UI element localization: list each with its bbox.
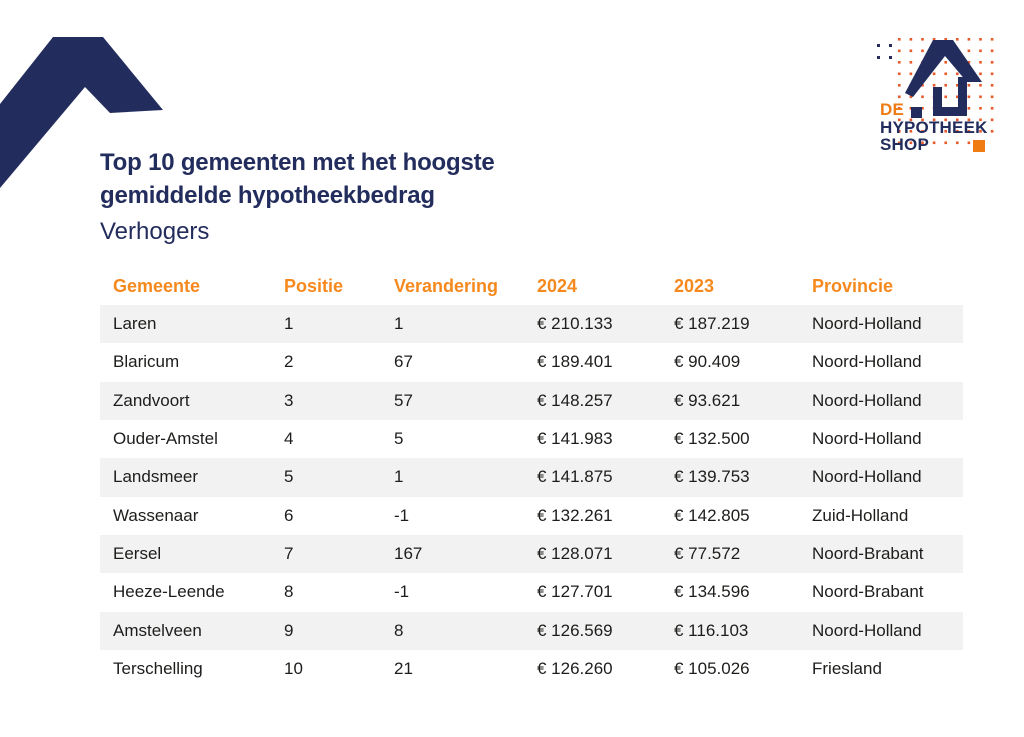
cell-positie: 2 (284, 352, 294, 372)
cell-2024: € 141.875 (537, 467, 613, 487)
table-row (100, 535, 963, 573)
cell-2023: € 134.596 (674, 582, 750, 602)
cell-provincie: Noord-Holland (812, 352, 922, 372)
cell-gemeente: Amstelveen (113, 620, 202, 640)
cell-positie: 3 (284, 390, 294, 410)
logo-wordmark (880, 101, 988, 154)
cell-positie: 1 (284, 314, 294, 334)
cell-provincie: Zuid-Holland (812, 505, 909, 525)
cell-2024: € 126.569 (537, 620, 613, 640)
cell-gemeente: Eersel (113, 544, 162, 564)
cell-gemeente: Landsmeer (113, 467, 199, 487)
page-title (100, 146, 495, 212)
table-header-row (100, 268, 963, 305)
cell-positie: 8 (284, 582, 294, 602)
table-row (100, 612, 963, 650)
column-header-2024: 2024 (537, 276, 578, 296)
page-title-line1: Top 10 gemeenten met het hoogste (100, 149, 495, 176)
table-row (100, 650, 963, 688)
cell-gemeente: Laren (113, 314, 157, 334)
cell-positie: 5 (284, 467, 294, 487)
cell-gemeente: Zandvoort (113, 390, 190, 410)
cell-provincie: Noord-Brabant (812, 582, 924, 602)
page-subtitle: Verhogers (100, 218, 210, 245)
cell-gemeente: Wassenaar (113, 505, 199, 525)
cell-verandering: -1 (394, 505, 410, 525)
cell-positie: 6 (284, 505, 294, 525)
cell-provincie: Noord-Brabant (812, 544, 924, 564)
cell-gemeente: Ouder-Amstel (113, 429, 218, 449)
column-header-gemeente: Gemeente (113, 276, 201, 296)
cell-provincie: Noord-Holland (812, 620, 922, 640)
navy-dots-pattern (877, 44, 892, 59)
cell-2023: € 77.572 (674, 544, 741, 564)
cell-verandering: 8 (394, 620, 404, 640)
cell-gemeente: Terschelling (113, 659, 203, 679)
cell-provincie: Noord-Holland (812, 429, 922, 449)
cell-verandering: 21 (394, 659, 413, 679)
table-row (100, 343, 963, 381)
table-body (100, 305, 963, 688)
cell-verandering: 1 (394, 467, 404, 487)
mortgage-table (100, 268, 963, 688)
cell-2023: € 116.103 (674, 620, 749, 640)
cell-2023: € 93.621 (674, 390, 741, 410)
column-header-2023: 2023 (674, 276, 715, 296)
cell-provincie: Noord-Holland (812, 314, 922, 334)
table-row (100, 420, 963, 458)
cell-2024: € 127.701 (537, 582, 613, 602)
logo-line-shop: SHOP (880, 135, 929, 154)
cell-2023: € 105.026 (674, 659, 750, 679)
house-roof-icon (905, 40, 982, 97)
logo-line-hypotheek: HYPOTHEEK (880, 117, 988, 137)
cell-gemeente: Heeze-Leende (113, 582, 225, 602)
cell-provincie: Friesland (812, 659, 882, 679)
page-title-line2: gemiddelde hypotheekbedrag (100, 182, 435, 209)
table-row (100, 497, 963, 535)
cell-2024: € 189.401 (537, 352, 613, 372)
cell-2024: € 128.071 (537, 544, 613, 564)
cell-gemeente: Blaricum (113, 352, 180, 372)
cell-verandering: 1 (394, 314, 404, 334)
cell-positie: 4 (284, 429, 294, 449)
cell-2024: € 148.257 (537, 390, 613, 410)
cell-2024: € 132.261 (537, 505, 613, 525)
column-header-provincie: Provincie (812, 276, 894, 296)
cell-verandering: 5 (394, 429, 404, 449)
table-row (100, 305, 963, 343)
cell-verandering: 57 (394, 390, 413, 410)
cell-2023: € 139.753 (674, 467, 750, 487)
table-row (100, 573, 963, 611)
cell-positie: 9 (284, 620, 294, 640)
column-header-positie: Positie (284, 276, 344, 296)
cell-2024: € 126.260 (537, 659, 613, 679)
cell-2023: € 142.805 (674, 505, 750, 525)
cell-verandering: 67 (394, 352, 413, 372)
cell-positie: 7 (284, 544, 294, 564)
cell-2023: € 132.500 (674, 429, 750, 449)
cell-verandering: 167 (394, 544, 423, 564)
cell-positie: 10 (284, 659, 303, 679)
column-header-verandering: Verandering (394, 276, 499, 296)
table-row (100, 382, 963, 420)
cell-provincie: Noord-Holland (812, 467, 922, 487)
cell-2024: € 210.133 (537, 314, 613, 334)
cell-verandering: -1 (394, 582, 410, 602)
cell-provincie: Noord-Holland (812, 390, 922, 410)
table-row (100, 458, 963, 496)
logo-line-de: DE (880, 100, 905, 119)
cell-2023: € 90.409 (674, 352, 741, 372)
cell-2024: € 141.983 (537, 429, 613, 449)
cell-2023: € 187.219 (674, 314, 750, 334)
